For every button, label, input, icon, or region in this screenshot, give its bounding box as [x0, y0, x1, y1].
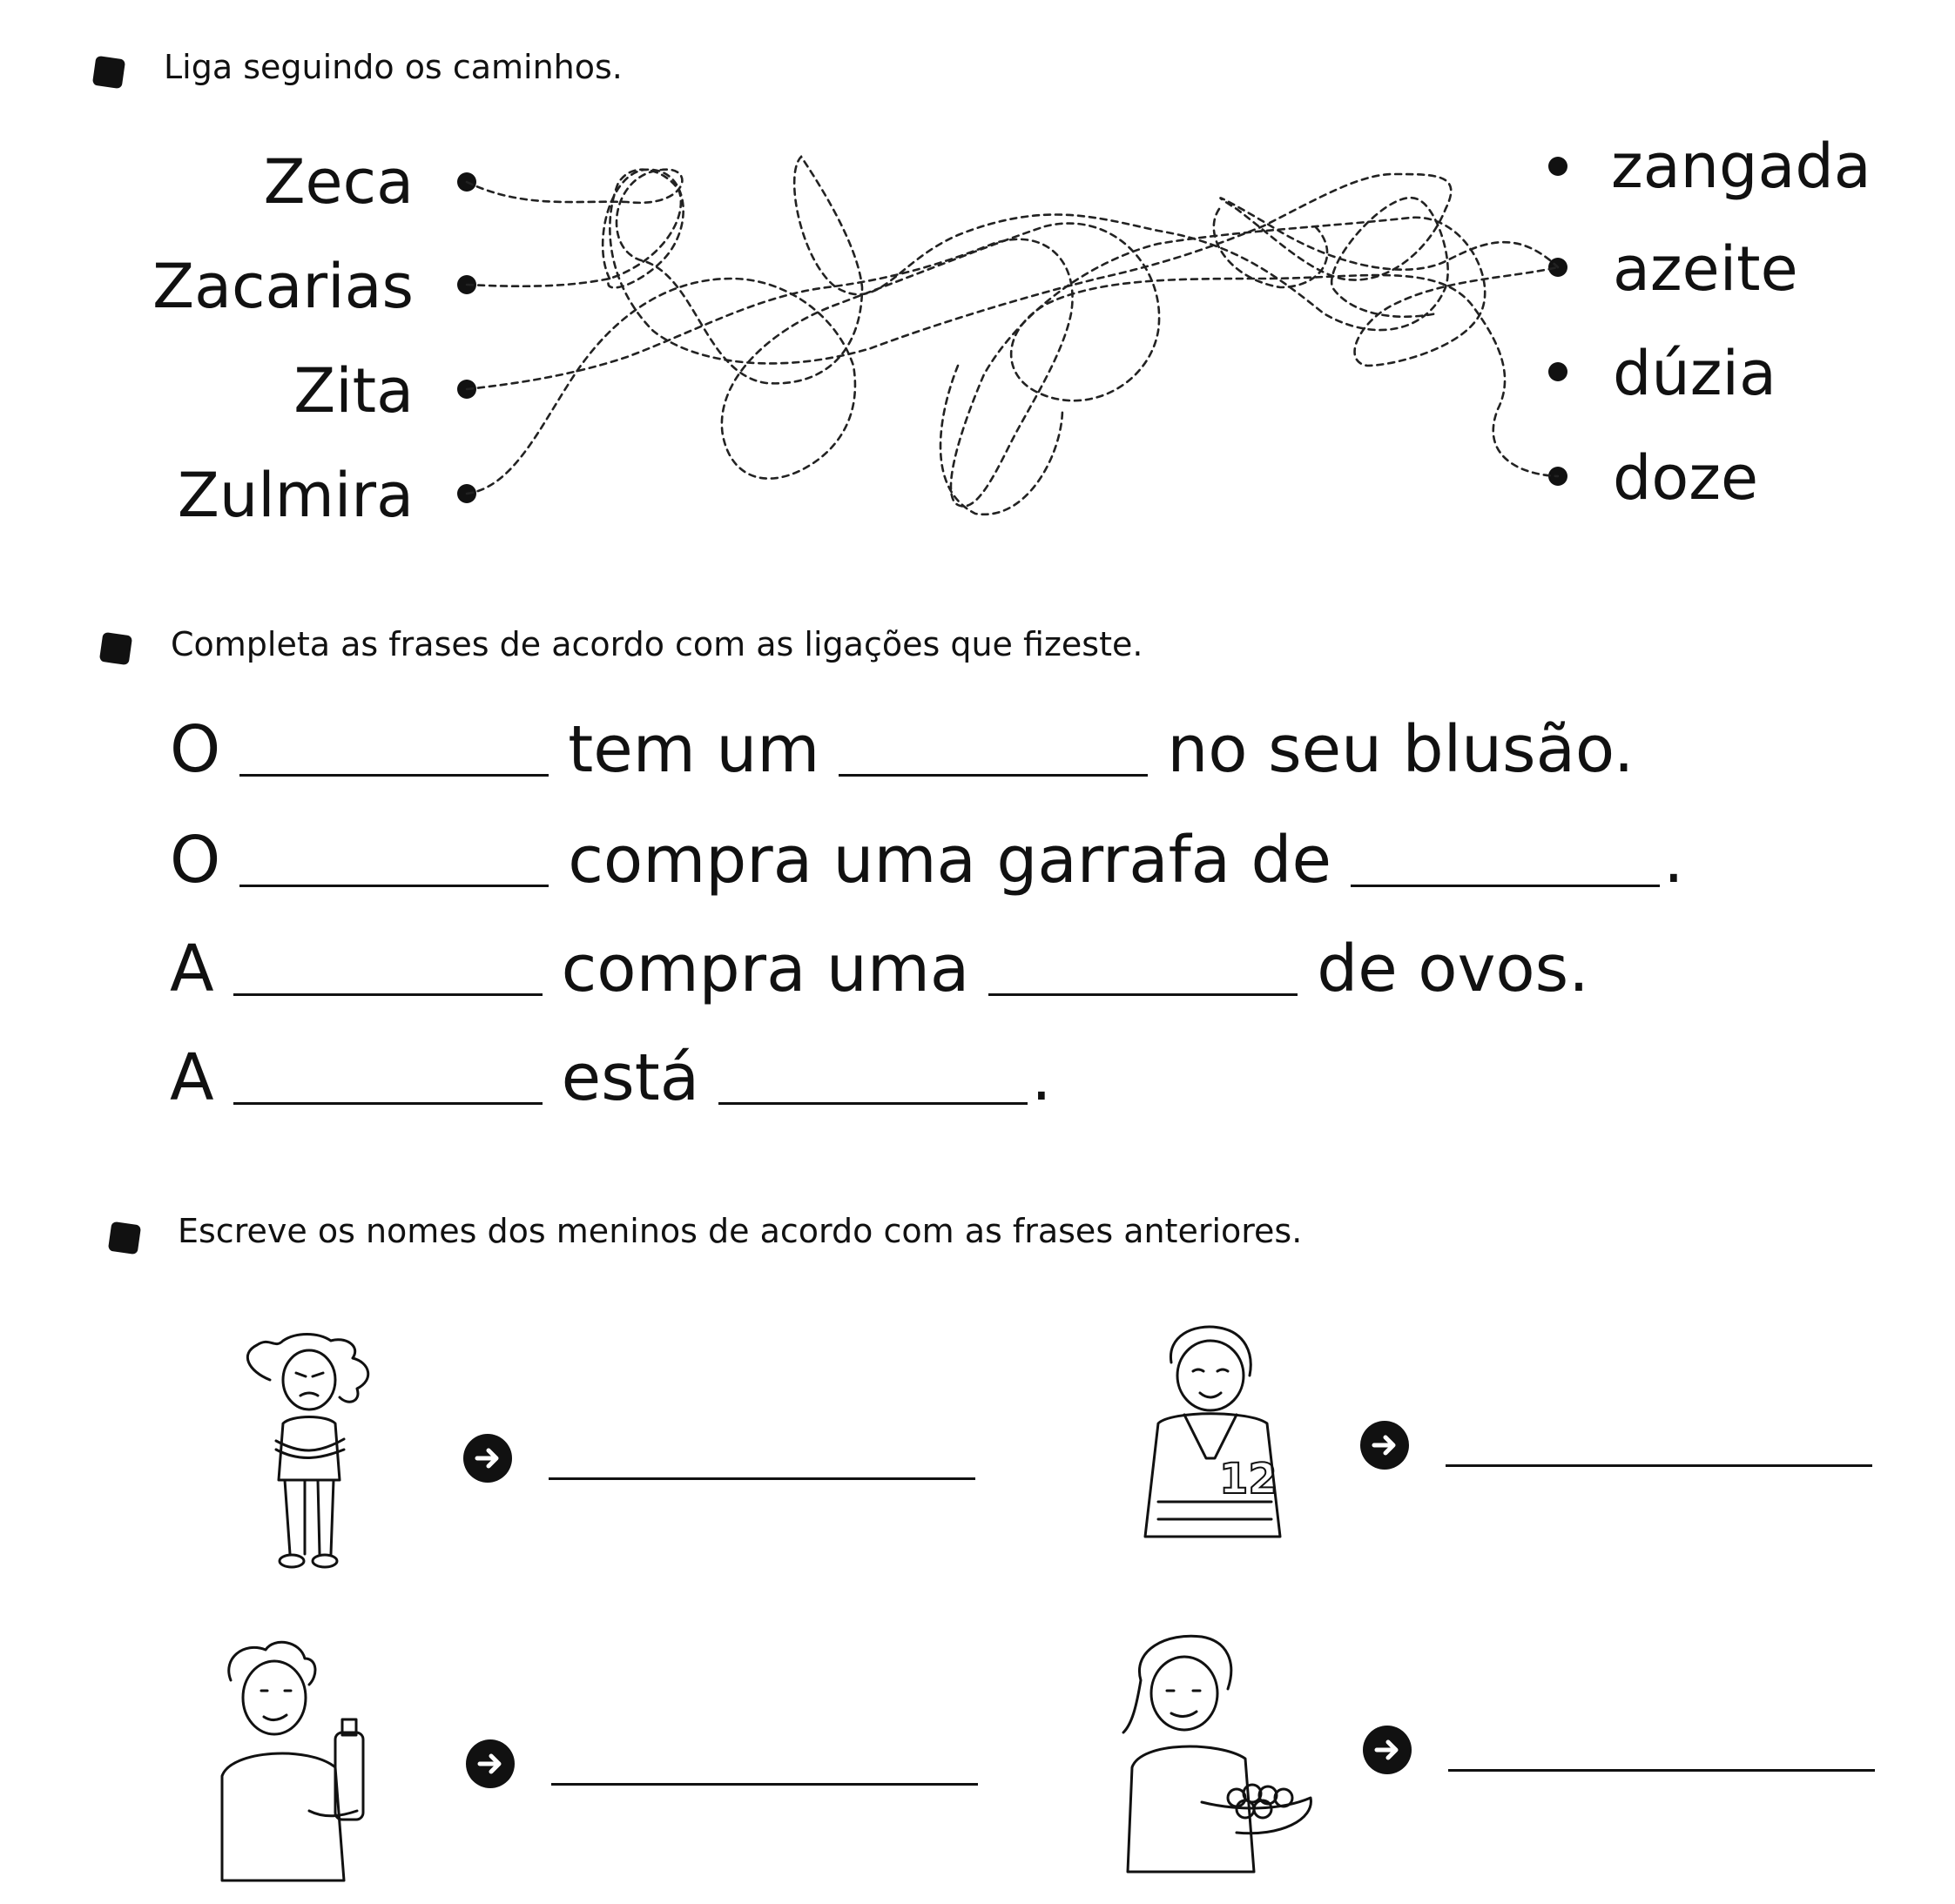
name-zita: Zita — [293, 355, 414, 427]
sentence-2 — [170, 823, 1684, 898]
sentence-4-blank-word[interactable] — [718, 1099, 1028, 1105]
word-doze: doze — [1613, 442, 1759, 514]
sentence-1-middle: tem um — [568, 712, 820, 787]
path-extra-loop-1 — [603, 170, 684, 288]
sentence-3-blank-word[interactable] — [988, 990, 1298, 996]
sentence-4-middle: está — [561, 1040, 700, 1115]
answer-line-3[interactable] — [551, 1783, 978, 1786]
word-azeite: azeite — [1613, 233, 1798, 305]
arrow-icon-3 — [466, 1739, 515, 1788]
sentence-1-blank-name[interactable] — [239, 770, 549, 777]
figure-angry-girl — [222, 1328, 396, 1589]
sentence-3-end: de ovos. — [1317, 932, 1589, 1006]
instruction-write-names: Escreve os nomes dos meninos de acordo com as frases anteriores. — [178, 1212, 1303, 1250]
sentence-2-end: . — [1663, 823, 1684, 898]
sentence-4-end: . — [1031, 1040, 1052, 1115]
sentence-3 — [170, 932, 1589, 1006]
sentence-3-middle: compra uma — [561, 932, 970, 1006]
arrow-icon-1 — [463, 1434, 512, 1483]
name-zacarias: Zacarias — [152, 251, 414, 322]
sentence-1-blank-word[interactable] — [839, 770, 1148, 777]
sentence-3-article: A — [170, 932, 214, 1006]
instruction-complete-sentences: Completa as frases de acordo com as ligações que fizeste. — [171, 625, 1143, 663]
sentence-2-blank-word[interactable] — [1351, 881, 1660, 887]
answer-line-4[interactable] — [1448, 1769, 1875, 1772]
section-bullet-2 — [99, 632, 132, 665]
sentence-1 — [170, 712, 1634, 787]
arrow-icon-4 — [1363, 1726, 1412, 1774]
sentence-2-article: O — [170, 823, 221, 898]
answer-line-1[interactable] — [549, 1477, 975, 1480]
name-zulmira: Zulmira — [177, 460, 414, 531]
figure-boy-jacket — [1123, 1319, 1298, 1580]
figure-boy-bottle — [205, 1637, 396, 1889]
sentence-2-blank-name[interactable] — [239, 881, 549, 887]
sentence-1-article: O — [170, 712, 221, 787]
arrow-icon-2 — [1360, 1421, 1409, 1470]
name-zeca: Zeca — [263, 146, 414, 218]
sentence-4-article: A — [170, 1040, 214, 1115]
tangled-paths-maze — [0, 0, 1955, 609]
figure-girl-eggs — [1106, 1628, 1324, 1880]
sentence-1-end: no seu blusão. — [1167, 712, 1635, 787]
word-duzia: dúzia — [1613, 338, 1776, 409]
path-zulmira — [467, 224, 1558, 494]
sentence-3-blank-name[interactable] — [233, 990, 543, 996]
sentence-4 — [170, 1040, 1052, 1115]
path-zeca — [467, 157, 1448, 383]
jacket-number: 12 — [1219, 1455, 1277, 1504]
instruction-connect-paths: Liga seguindo os caminhos. — [164, 48, 623, 86]
sentence-4-blank-name[interactable] — [233, 1099, 543, 1105]
sentence-2-middle: compra uma garrafa de — [568, 823, 1332, 898]
word-zangada: zangada — [1611, 131, 1871, 202]
answer-line-2[interactable] — [1446, 1464, 1872, 1467]
section-bullet-3 — [108, 1221, 141, 1255]
